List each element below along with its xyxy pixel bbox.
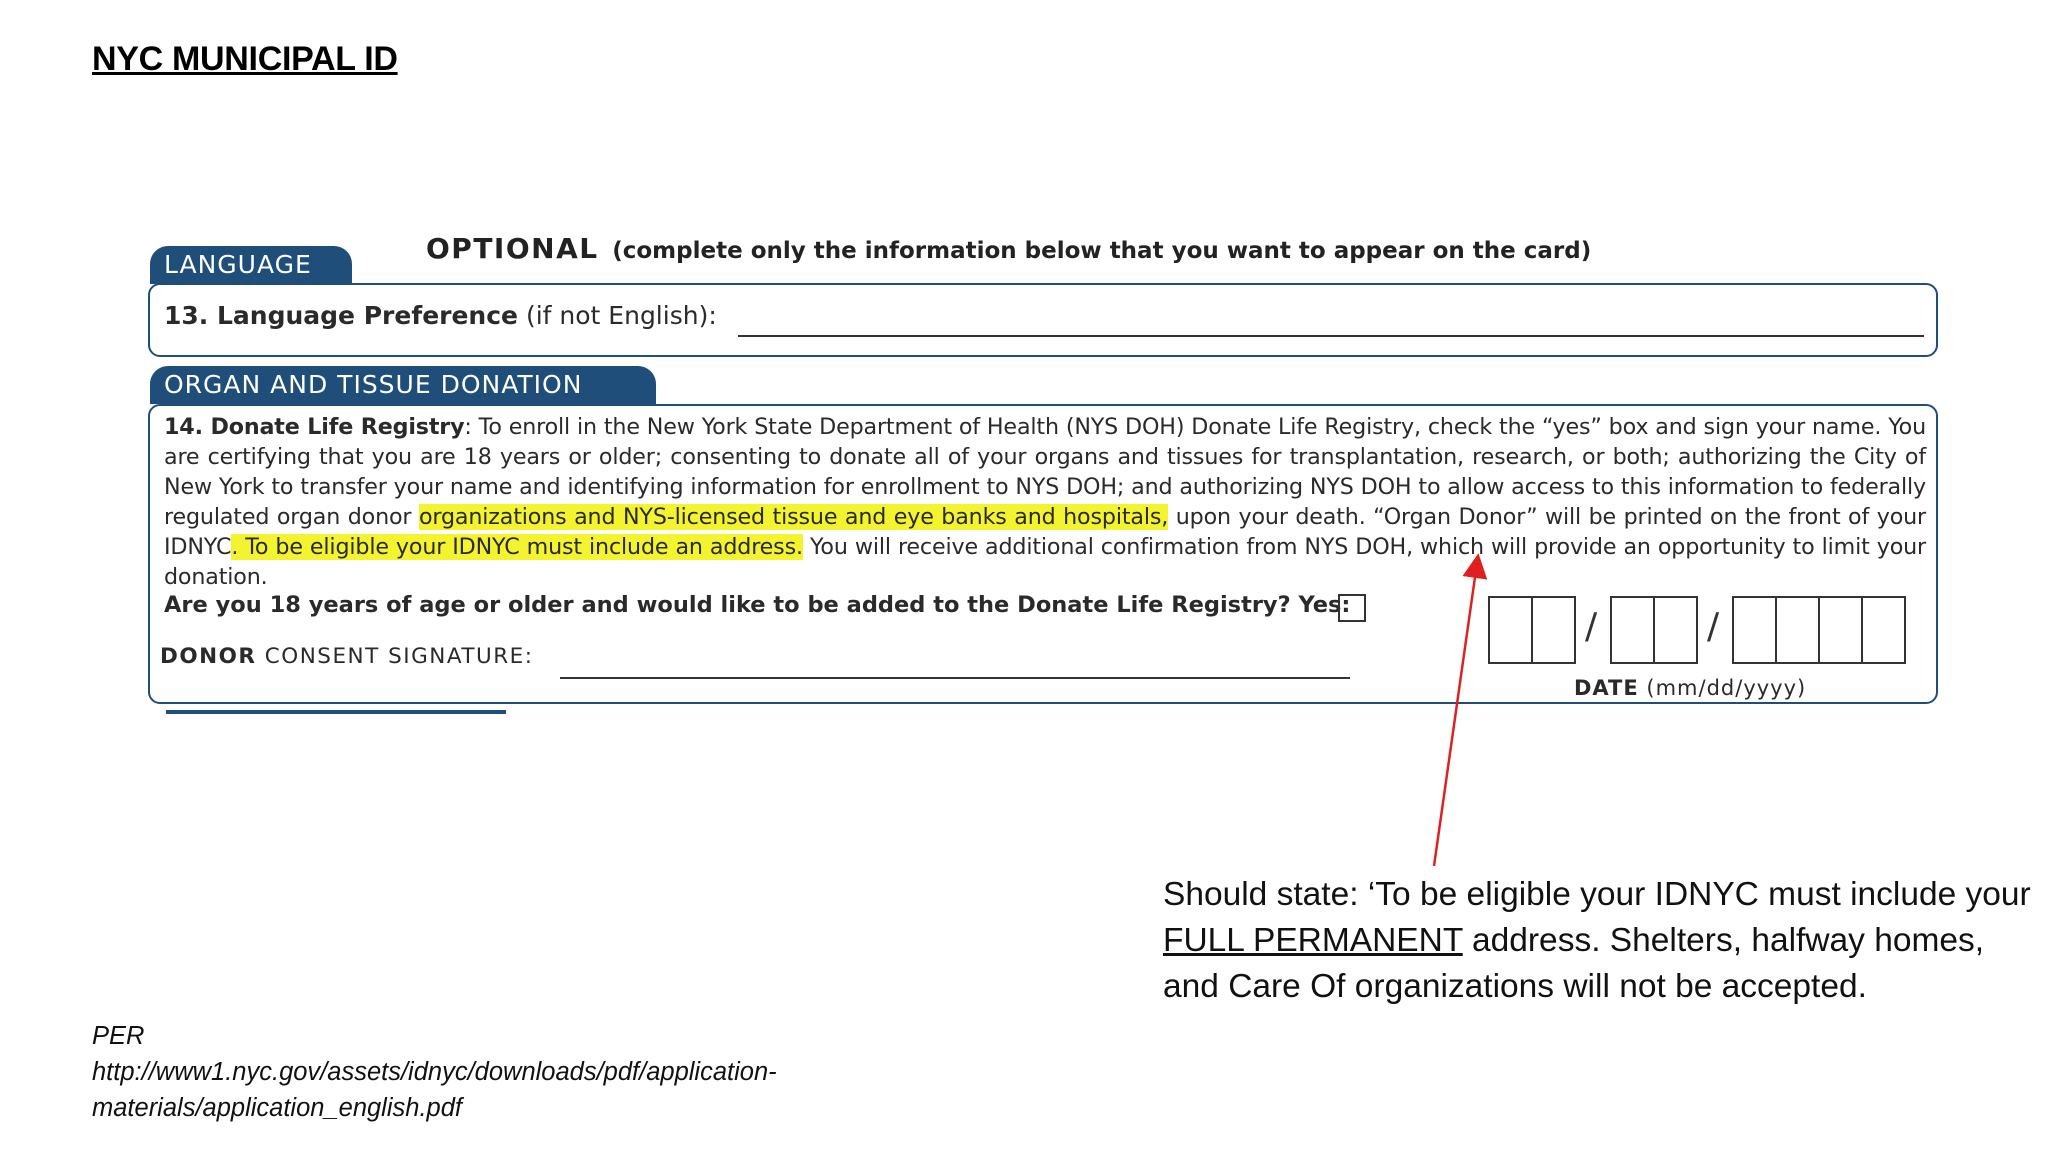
organ-text-part-1: : To enroll in the New York State Department of Health (NYS DOH) Donate Life Registry, check the “yes” box and sign your name. You are certifying that you are 18 years or older; consenting to donate all of your organs and tissues for transplantation, research, or both; authorizing the City of New York to transfer your name and identifying information for enrollment to NYS DOH; and authorizing NYS DOH to allow access to this information to federally regulated organ donor (164, 414, 1926, 530)
date-year-digit-4[interactable] (1861, 596, 1906, 664)
organ-text-highlight-address: . To be eligible your IDNYC must include an address. (231, 534, 803, 560)
signature-label (160, 644, 534, 669)
registry-yes-checkbox[interactable] (1338, 594, 1366, 622)
date-day-digit-2[interactable] (1653, 596, 1698, 664)
date-day-digit-1[interactable] (1610, 596, 1655, 664)
date-year-digit-1[interactable] (1732, 596, 1777, 664)
date-month-digit-1[interactable] (1488, 596, 1533, 664)
date-slash-1: / (1585, 606, 1598, 647)
organ-text-part-3: You will receive additional confirmation from NYS DOH, which will provide an opportunity to limit your donation. (164, 534, 1926, 590)
registry-question: Are you 18 years of age or older and would like to be added to the Donate Life Registry? Yes: (164, 592, 1351, 618)
optional-heading-note: (complete only the information below that you want to appear on the card) (612, 238, 1592, 264)
language-section-box (148, 283, 1938, 357)
organ-text-highlight-1: organizations and NYS-licensed tissue and eye banks and hospitals, (418, 504, 1169, 530)
organ-donation-section-tab: ORGAN AND TISSUE DONATION (150, 366, 656, 404)
correction-callout (1163, 872, 2033, 1010)
language-preference-label (164, 301, 717, 330)
language-field-suffix: (if not English): (518, 301, 717, 330)
callout-text-prefix: Should state: ‘To be eligible your IDNYC must include your (1163, 876, 2031, 913)
source-citation (92, 1018, 912, 1126)
signature-input-line[interactable] (560, 677, 1350, 679)
date-year-digit-2[interactable] (1775, 596, 1820, 664)
source-url: http://www1.nyc.gov/assets/idnyc/downloads/pdf/application-materials/application_english.pdf (92, 1058, 777, 1122)
optional-heading-title: OPTIONAL (426, 232, 599, 265)
optional-heading (426, 232, 1591, 265)
signature-label-rest: CONSENT SIGNATURE: (256, 644, 534, 669)
donate-life-registry-heading: 14. Donate Life Registry (164, 414, 465, 440)
date-slash-2: / (1707, 606, 1720, 647)
date-label-rest: (mm/dd/yyyy) (1638, 676, 1807, 700)
source-label: PER (92, 1022, 145, 1050)
date-label-bold: DATE (1574, 676, 1639, 700)
slide-title: NYC MUNICIPAL ID (92, 40, 398, 78)
language-section-tab: LANGUAGE (150, 246, 352, 284)
donate-life-registry-text (164, 412, 1926, 592)
language-field-number: 13. Language Preference (164, 301, 519, 330)
date-year-digit-3[interactable] (1818, 596, 1863, 664)
next-section-tab-stub (166, 710, 506, 714)
organ-donation-section-box (148, 404, 1938, 704)
date-label (1574, 676, 1806, 700)
date-month-digit-2[interactable] (1531, 596, 1576, 664)
language-preference-input-line[interactable] (738, 335, 1924, 337)
callout-text-suffix: address. Shelters, halfway homes, and Care Of organizations will not be accepted. (1163, 922, 1985, 1005)
organ-text-part-2: upon your death. “Organ Donor” will be printed on the front of your IDNYC (164, 504, 1927, 560)
signature-label-bold: DONOR (160, 644, 257, 669)
callout-underlined-text: FULL PERMANENT (1163, 922, 1463, 959)
form-excerpt (148, 232, 1942, 714)
